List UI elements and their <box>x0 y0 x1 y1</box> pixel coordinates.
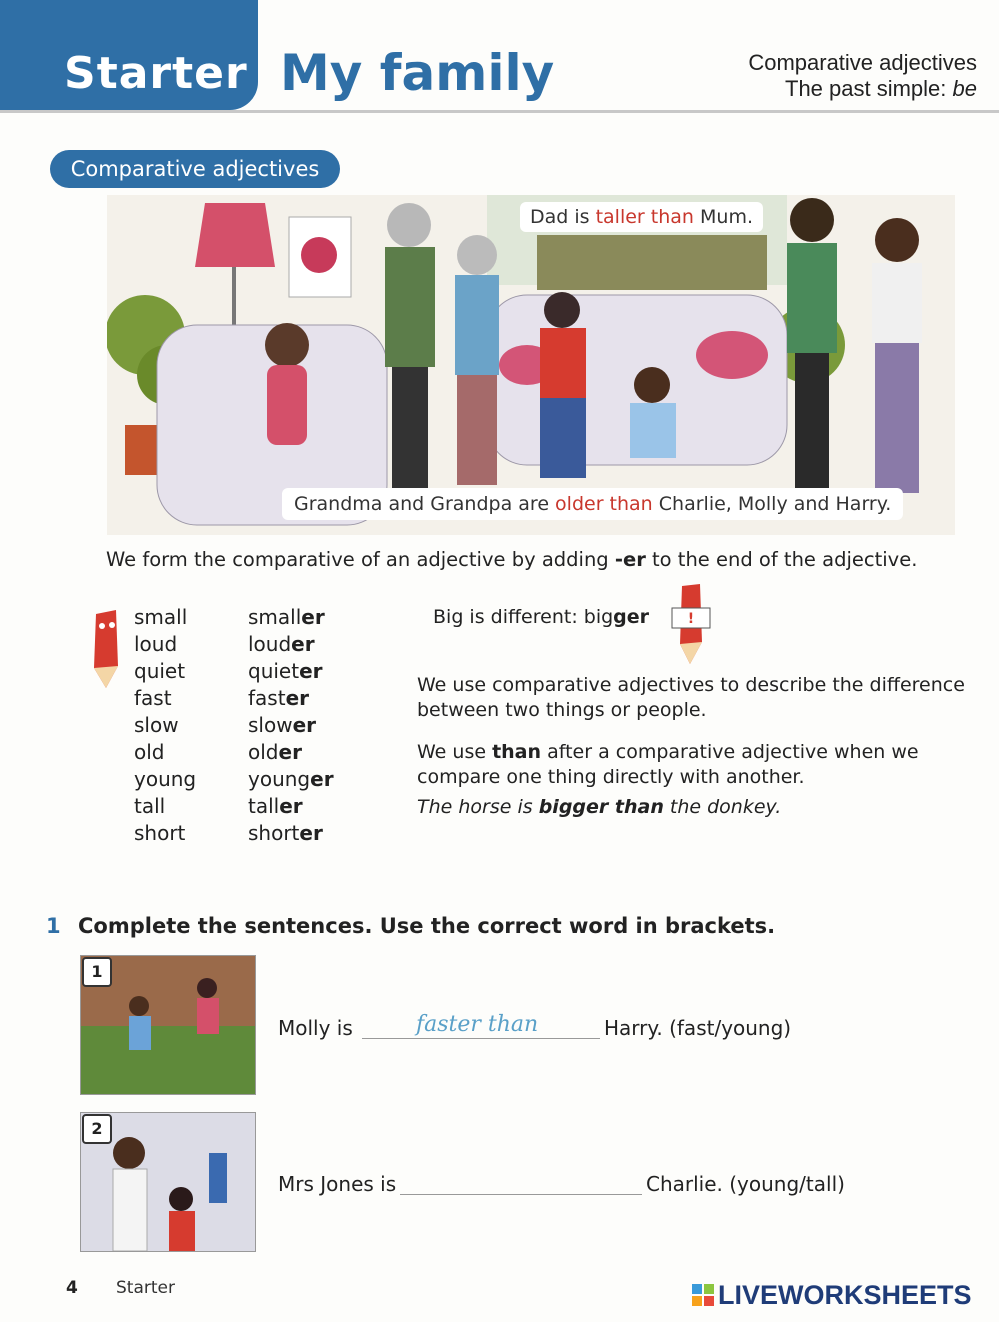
liveworksheets-logo-icon <box>692 1284 714 1306</box>
speech-dad-taller: Dad is taller than Mum. <box>520 202 763 232</box>
sentence-2-end: Charlie. (young/tall) <box>646 1172 845 1196</box>
adjective-comparative: slower <box>248 713 317 737</box>
unit-label: Starter <box>64 48 248 99</box>
adjective-comparative: taller <box>248 794 303 818</box>
adjective-comparative: younger <box>248 767 334 791</box>
sentence-2-start: Mrs Jones is <box>278 1172 397 1196</box>
brand-wordmark: LIVEWORKSHEETS <box>718 1280 972 1310</box>
adjective-comparative: faster <box>248 686 309 710</box>
adjective-comparative: smaller <box>248 605 325 629</box>
answer-blank-1[interactable] <box>362 1038 600 1039</box>
page-number: 4 <box>66 1278 78 1298</box>
adjective-comparative: louder <box>248 632 315 656</box>
rule-intro: We form the comparative of an adjective by adding -er to the end of the adjective. <box>106 548 918 571</box>
answer-blank-2[interactable] <box>400 1194 642 1195</box>
sentence-1-end: Harry. (fast/young) <box>604 1016 792 1040</box>
page-section-label: Starter <box>116 1278 175 1298</box>
pencil-warning-icon <box>668 580 714 666</box>
exercise-number: 1 <box>46 914 61 938</box>
adjective-comparative: older <box>248 740 302 764</box>
adjective-base: quiet <box>134 659 186 683</box>
adjective-comparative: shorter <box>248 821 323 845</box>
family-illustration <box>107 195 955 535</box>
adjective-base: old <box>134 740 165 764</box>
page-title: My family <box>280 44 555 102</box>
adjective-comparative: quieter <box>248 659 323 683</box>
item-number-1: 1 <box>82 957 112 987</box>
topic-comparatives: Comparative adjectives <box>748 50 977 75</box>
adjective-base: fast <box>134 686 172 710</box>
note-big-exception: Big is different: bigger <box>433 606 650 628</box>
base-adjectives <box>134 604 196 847</box>
note-example: The horse is bigger than the donkey. <box>417 796 782 818</box>
section-pill: Comparative adjectives <box>50 150 340 188</box>
speech-grandparents-older: Grandma and Grandpa are older than Charlie, Molly and Harry. <box>282 488 903 520</box>
adjective-base: loud <box>134 632 178 656</box>
exercise-instruction: Complete the sentences. Use the correct word in brackets. <box>78 914 776 938</box>
adjective-base: tall <box>134 794 166 818</box>
comparative-adjectives <box>248 604 334 847</box>
header-divider <box>0 110 999 113</box>
note-usage: We use comparative adjectives to describe the difference between two things or people. <box>417 674 965 721</box>
answer-1-text[interactable]: faster than <box>416 1012 539 1037</box>
topic-past-simple: The past simple: be <box>785 76 977 101</box>
adjective-base: short <box>134 821 186 845</box>
note-than: We use than after a comparative adjective when we compare one thing directly with another. <box>417 741 919 788</box>
item-number-2: 2 <box>82 1114 112 1144</box>
pencil-mascot-icon <box>88 604 124 690</box>
adjective-base: small <box>134 605 188 629</box>
svg-text:!: ! <box>687 611 695 627</box>
sentence-1-start: Molly is <box>278 1016 353 1040</box>
adjective-base: young <box>134 767 197 791</box>
adjective-base: slow <box>134 713 179 737</box>
